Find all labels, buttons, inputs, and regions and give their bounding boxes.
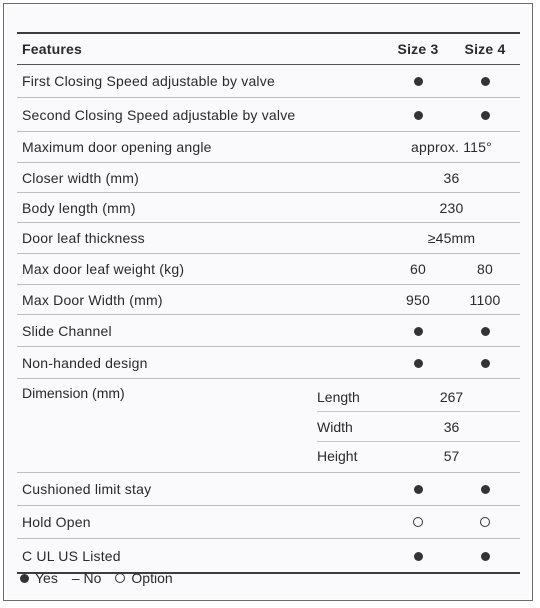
row-value: ≥45mm — [427, 230, 476, 246]
spec-table — [17, 32, 520, 574]
legend-no-label: – No — [71, 570, 102, 586]
dimension-width-row — [317, 412, 515, 441]
option-circle-icon — [480, 517, 490, 527]
yes-dot-icon — [414, 552, 423, 561]
length-label: Length — [317, 388, 360, 405]
row-label: Hold Open — [22, 514, 91, 530]
row-label: Maximum door opening angle — [22, 139, 212, 155]
yes-dot-icon — [481, 485, 490, 494]
table-row — [17, 98, 520, 132]
yes-dot-icon — [414, 111, 423, 120]
legend-yes — [20, 570, 58, 586]
row-label: Max Door Width (mm) — [22, 291, 163, 308]
legend-yes-label: Yes — [35, 570, 58, 586]
size-3-value: 60 — [410, 261, 426, 277]
length-value: 267 — [439, 388, 464, 405]
features-heading: Features — [22, 41, 82, 57]
height-value: 57 — [443, 447, 460, 464]
table-row — [17, 163, 520, 193]
yes-dot-icon — [481, 77, 490, 86]
table-row — [17, 473, 520, 506]
dimension-height-row — [317, 441, 515, 470]
yes-dot-icon — [414, 485, 423, 494]
table-row — [17, 285, 520, 315]
row-label: Door leaf thickness — [22, 230, 145, 246]
width-label: Width — [317, 418, 353, 435]
height-label: Height — [317, 447, 358, 464]
table-row — [17, 315, 520, 347]
row-label: Slide Channel — [22, 322, 112, 339]
yes-dot-icon — [481, 327, 490, 336]
dimension-block — [17, 379, 520, 473]
row-label: Max door leaf weight (kg) — [22, 261, 185, 277]
table-row — [17, 65, 520, 98]
yes-dot-icon — [20, 574, 29, 583]
size-4-value: 1100 — [469, 291, 501, 308]
row-label: Non-handed design — [22, 354, 148, 371]
table-row — [17, 193, 520, 223]
yes-dot-icon — [481, 552, 490, 561]
size-4-value: 80 — [477, 261, 493, 277]
legend-no — [72, 570, 102, 586]
row-value: 36 — [443, 169, 460, 186]
yes-dot-icon — [414, 77, 423, 86]
row-label: Body length (mm) — [22, 199, 136, 216]
option-circle-icon — [413, 517, 423, 527]
option-circle-icon — [115, 573, 125, 583]
row-value: approx. 115° — [411, 139, 492, 155]
yes-dot-icon — [414, 359, 423, 368]
yes-dot-icon — [481, 111, 490, 120]
size-3-heading: Size 3 — [397, 41, 439, 57]
table-row — [17, 347, 520, 379]
table-header — [17, 34, 520, 65]
table-row — [17, 254, 520, 285]
width-value: 36 — [443, 418, 460, 435]
legend-option-label: Option — [131, 570, 173, 586]
table-row — [17, 223, 520, 254]
row-value: 230 — [439, 199, 464, 216]
row-label: Cushioned limit stay — [22, 481, 152, 497]
table-row — [17, 539, 520, 574]
dimension-length-row — [317, 382, 515, 411]
legend-option — [115, 570, 172, 586]
yes-dot-icon — [414, 327, 423, 336]
row-label: Second Closing Speed adjustable by valve — [22, 106, 296, 123]
size-3-value: 950 — [406, 291, 430, 308]
legend — [20, 570, 187, 586]
table-row — [17, 506, 520, 539]
yes-dot-icon — [481, 359, 490, 368]
dimension-label: Dimension (mm) — [22, 385, 125, 401]
row-label: First Closing Speed adjustable by valve — [22, 73, 275, 89]
size-4-heading: Size 4 — [464, 41, 506, 57]
table-row — [17, 132, 520, 163]
row-label: C UL US Listed — [22, 547, 121, 564]
row-label: Closer width (mm) — [22, 169, 139, 186]
